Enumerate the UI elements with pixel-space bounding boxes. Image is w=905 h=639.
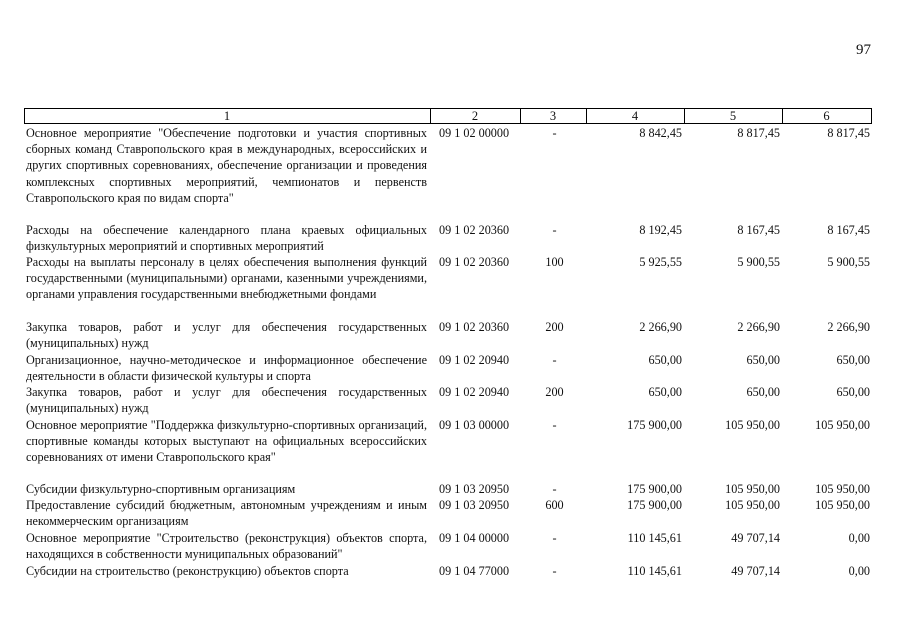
- row-value-col5: 49 707,14: [731, 564, 780, 578]
- row-value-col6: 8 817,45: [827, 126, 870, 140]
- row-value-col5: 105 950,00: [725, 482, 780, 496]
- row-value-col5: 105 950,00: [725, 418, 780, 432]
- header-col-3: 3: [549, 109, 557, 123]
- row-value-col6: 650,00: [836, 385, 870, 399]
- row-value-col5: 650,00: [746, 385, 780, 399]
- row-value-col5: 8 167,45: [737, 223, 780, 237]
- row-value-col5: 8 817,45: [737, 126, 780, 140]
- row-code: 09 1 03 00000: [439, 418, 510, 432]
- row-code: 09 1 02 20360: [439, 320, 510, 334]
- row-value-col6: 0,00: [848, 564, 870, 578]
- row-description: Организационное, научно-методическое и информационное обеспечение деятельности в области физической культуры и спорта: [26, 353, 427, 384]
- row-code: 09 1 02 20360: [439, 255, 510, 269]
- row-description: Закупка товаров, работ и услуг для обеспечения государственных (муниципальных) нужд: [26, 320, 427, 351]
- row-value-col5: 650,00: [746, 353, 780, 367]
- row-expense-type: -: [552, 353, 557, 367]
- row-value-col6: 105 950,00: [815, 498, 870, 512]
- row-value-col6: 8 167,45: [827, 223, 870, 237]
- row-expense-type: -: [552, 482, 557, 496]
- row-value-col4: 2 266,90: [639, 320, 682, 334]
- row-expense-type: 100: [545, 255, 564, 269]
- row-description: Закупка товаров, работ и услуг для обеспечения государственных (муниципальных) нужд: [26, 385, 427, 416]
- row-description: Основное мероприятие "Обеспечение подготовки и участия спортивных сборных команд Ставропольского края в международных, всероссийских и других спортивных соревнованиях, обеспечение организации и проведения комплексных спортивных мероприятий, чемпионатов и первенств Ставропольского края по видам спорта": [26, 126, 427, 205]
- row-expense-type: 200: [545, 385, 564, 399]
- row-value-col6: 5 900,55: [827, 255, 870, 269]
- header-col-6: 6: [823, 109, 830, 123]
- page-number: 97: [856, 42, 871, 58]
- row-value-col6: 2 266,90: [827, 320, 870, 334]
- row-description: Расходы на обеспечение календарного плана краевых официальных физкультурных мероприятий и спортивных мероприятий: [26, 223, 427, 254]
- row-expense-type: -: [552, 126, 557, 140]
- row-code: 09 1 04 77000: [439, 564, 510, 578]
- header-col-2: 2: [471, 109, 479, 123]
- row-code: 09 1 03 20950: [439, 498, 510, 512]
- row-description: Субсидии на строительство (реконструкцию) объектов спорта: [26, 564, 349, 578]
- row-value-col4: 110 145,61: [627, 564, 682, 578]
- header-col-5: 5: [729, 109, 737, 123]
- row-value-col4: 175 900,00: [627, 418, 682, 432]
- row-value-col5: 2 266,90: [737, 320, 780, 334]
- row-description: Основное мероприятие "Поддержка физкультурно-спортивных организаций, спортивные команды которых выступают на официальных всероссийских соревнованиях от имени Ставропольского края": [26, 418, 427, 465]
- row-description: Расходы на выплаты персоналу в целях обеспечения выполнения функций государственными (муниципальными) органами, казенными учреждениями, органами управления государственными внебюджетными фондами: [26, 255, 427, 302]
- row-value-col6: 650,00: [836, 353, 870, 367]
- header-col-1: 1: [223, 109, 231, 123]
- row-expense-type: -: [552, 564, 557, 578]
- row-value-col4: 8 842,45: [639, 126, 682, 140]
- row-description: Основное мероприятие "Строительство (реконструкция) объектов спорта, находящихся в собственности муниципальных образований": [26, 531, 427, 562]
- row-code: 09 1 03 20950: [439, 482, 510, 496]
- row-value-col5: 5 900,55: [737, 255, 780, 269]
- row-expense-type: -: [552, 418, 557, 432]
- row-value-col5: 105 950,00: [725, 498, 780, 512]
- row-expense-type: -: [552, 531, 557, 545]
- header-divider: [871, 109, 872, 124]
- row-value-col5: 49 707,14: [731, 531, 780, 545]
- row-value-col4: 175 900,00: [627, 498, 682, 512]
- row-code: 09 1 02 20940: [439, 385, 510, 399]
- row-value-col6: 0,00: [848, 531, 870, 545]
- row-code: 09 1 04 00000: [439, 531, 510, 545]
- row-value-col6: 105 950,00: [815, 482, 870, 496]
- row-value-col4: 650,00: [648, 385, 682, 399]
- row-value-col6: 105 950,00: [815, 418, 870, 432]
- row-value-col4: 650,00: [648, 353, 682, 367]
- row-expense-type: -: [552, 223, 557, 237]
- row-code: 09 1 02 20360: [439, 223, 510, 237]
- row-value-col4: 8 192,45: [639, 223, 682, 237]
- row-description: Субсидии физкультурно-спортивным организациям: [26, 482, 296, 496]
- row-code: 09 1 02 00000: [439, 126, 510, 140]
- row-expense-type: 200: [545, 320, 564, 334]
- row-expense-type: 600: [545, 498, 564, 512]
- row-description: Предоставление субсидий бюджетным, автономным учреждениям и иным некоммерческим организациям: [26, 498, 427, 529]
- row-code: 09 1 02 20940: [439, 353, 510, 367]
- row-value-col4: 175 900,00: [627, 482, 682, 496]
- header-col-4: 4: [631, 109, 639, 123]
- row-value-col4: 5 925,55: [639, 255, 682, 269]
- row-value-col4: 110 145,61: [627, 531, 682, 545]
